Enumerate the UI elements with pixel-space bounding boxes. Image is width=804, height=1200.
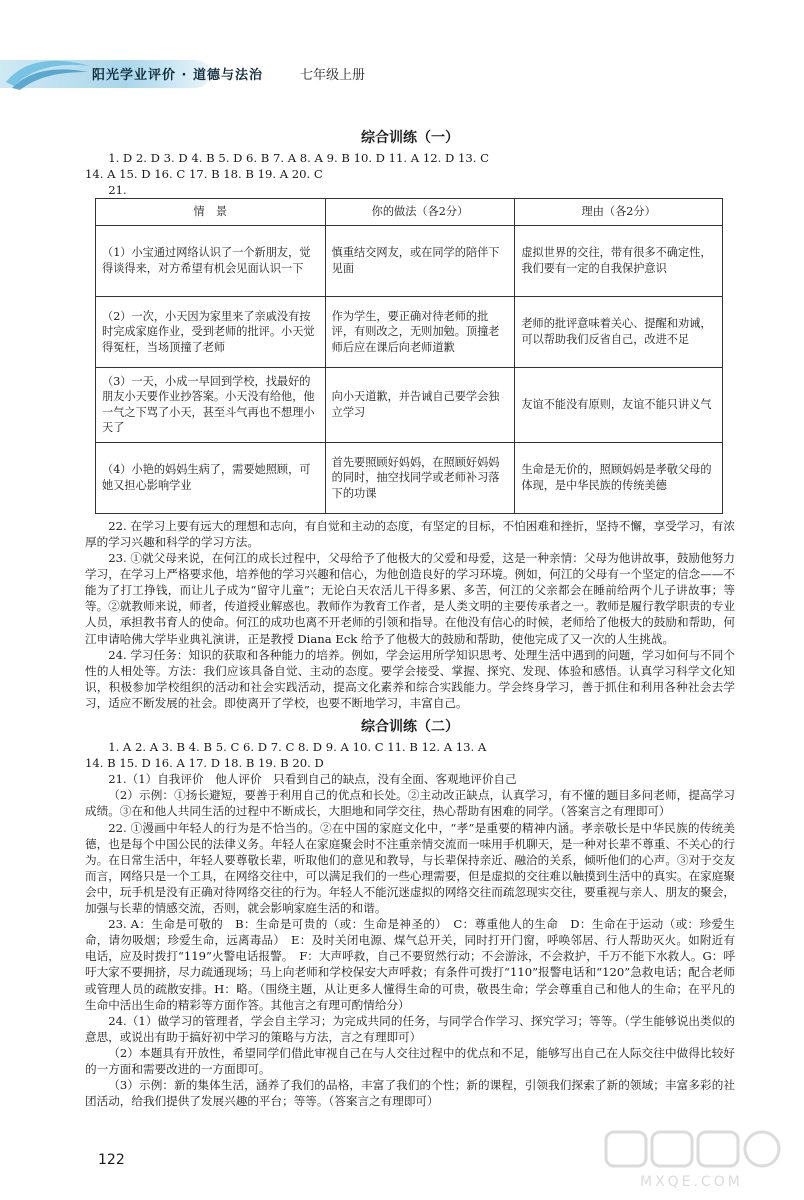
answer-paragraph: （3）示例：新的集体生活，涵养了我们的品格，丰富了我们的个性；新的课程，引领我们探索了新的领域；丰富多彩的社团活动，给我们提供了发展兴趣的平台；等等。（答案言之有理即可） xyxy=(85,1078,735,1109)
table-cell: 慎重结交网友，或在同学的陪伴下见面 xyxy=(325,225,515,296)
answer-paragraph: 24.（1）做学习的管理者，学会自主学习；为完成共同的任务，与同学合作学习、探究学习；等等。（学生能够说出类似的意思，或说出有助于搞好初中学习的策略与方法，言之有理即可） xyxy=(85,1013,735,1044)
table-row xyxy=(96,296,723,367)
table-cell: （3）一天，小成一早回到学校，找最好的朋友小天要作业抄答案。小天没有给他，他一气之下骂了小天，甚至斗气再也不想理小天了 xyxy=(96,367,326,442)
table-cell: （4）小艳的妈妈生病了，需要她照顾，可她又担心影响学业 xyxy=(96,442,326,513)
table-row xyxy=(96,442,723,513)
table-cell: （2）一次，小天因为家里来了亲戚没有按时完成家庭作业，受到老师的批评。小天觉得冤枉，当场顶撞了老师 xyxy=(96,296,326,367)
watermark-logo-icon xyxy=(600,1128,790,1192)
answer-paragraph: （2）示例：①扬长避短，要善于利用自己的优点和长处。②主动改正缺点，认真学习，有不懂的题目多问老师，提高学习成绩。③在和他人共同生活的过程中不断成长，大胆地和同学交往，热心帮助有困难的同学。（答案言之有理即可） xyxy=(85,788,735,819)
answers-line: 14. A 15. D 16. C 17. B 18. B 19. A 20. C xyxy=(85,167,323,182)
answers-line: 1. D 2. D 3. D 4. B 5. D 6. B 7. A 8. A 9. B 10. D 11. A 12. D 13. C xyxy=(108,151,489,166)
answer-paragraph: （2）本题具有开放性，希望同学们借此审视自己在与人交往过程中的优点和不足，能够写出自己在人际交往中做得比较好的一方面和需要改进的一方面即可。 xyxy=(85,1045,735,1076)
scenario-table xyxy=(95,198,723,514)
book-grade: 七年级上册 xyxy=(300,68,366,83)
book-title: 阳光学业评价 · 道德与法治 xyxy=(92,68,263,83)
page-header xyxy=(0,52,804,96)
table-header-cell: 情 景 xyxy=(96,199,326,226)
table-header-cell: 理由（各2分） xyxy=(515,199,723,226)
section-title-1: 综合训练（一） xyxy=(361,130,459,146)
table-header-row xyxy=(96,199,723,226)
table-cell: 友谊不能没有原则，友谊不能只讲义气 xyxy=(515,367,723,442)
table-cell: 生命是无价的，照顾妈妈是孝敬父母的体现，是中华民族的传统美德 xyxy=(515,442,723,513)
answer-paragraph: 22. ①漫画中年轻人的行为是不恰当的。②在中国的家庭文化中，“孝”是重要的精神内涵。孝亲敬长是中华民族的传统美德，也是每个中国公民的法律义务。年轻人在家庭聚会时不注重亲情交流而一味用手机聊天，是一种对长辈不尊重、不关心的行为。在日常生活中，年轻人要尊敬长辈，听取他们的意见和教导，与长辈保持亲近、融洽的关系，倾听他们的心声。③对于交友而言，网络只是一个工具，在网络交往中，可以满足我们的一些心理需要，但是虚拟的交往难以触摸到生活中的真实。在家庭聚会中，玩手机是没有正确对待网络交往的行为。年轻人不能沉迷虚拟的网络交往而疏忽现实交往，要重视与亲人、朋友的聚会，加强与长辈的情感交流，否则，就会影响家庭生活的和谐。 xyxy=(85,820,735,916)
table-cell: 向小天道歉，并告诫自己要学会独立学习 xyxy=(325,367,515,442)
watermark-text: MXQE.COM xyxy=(640,1174,743,1190)
answer-paragraph: 23. ①就父母来说，在何江的成长过程中，父母给予了他极大的父爱和母爱，这是一种亲情：父母为他讲故事，鼓励他努力学习，在学习上严格要求他，培养他的学习兴趣和信心，为他创造良好的学习环境。例如，何江的父母有一个坚定的信念——不能为了打工挣钱，而让儿子成为“留守儿童”；无论白天农活儿干得多累、多苦，何江的父亲都会在睡前给两个儿子讲故事；等等。②就教师来说，师者，传道授业解惑也。教师作为教育工作者，是人类文明的主要传承者之一。教师是履行教学职责的专业人员，承担教书育人的使命。何江的成功也离不开老师的引领和指导。在他没有信心的时候，老师给了他极大的鼓励和帮助，何江申请哈佛大学毕业典礼演讲，正是教授 Diana Eck 给予了他极大的鼓励和帮助，使他完成了又一次的人生挑战。 xyxy=(85,551,735,646)
table-cell: （1）小宝通过网络认识了一个新朋友，觉得谈得来，对方希望有机会见面认识一下 xyxy=(96,225,326,296)
table-cell: 作为学生，要正确对待老师的批评，有则改之，无则加勉。顶撞老师后应在课后向老师道歉 xyxy=(325,296,515,367)
page-content xyxy=(85,130,735,1109)
table-cell: 虚拟世界的交往，带有很多不确定性，我们要有一定的自我保护意识 xyxy=(515,225,723,296)
question-label: 21. xyxy=(108,183,127,198)
answers-line: 14. B 15. D 16. A 17. D 18. B 19. B 20. D xyxy=(85,756,324,771)
answer-paragraph: 23. A：生命是可敬的 B：生命是可贵的（或：生命是神圣的） C：尊重他人的生命 D：生命在于运动（或：珍爱生命，请勿吸烟；珍爱生命，远离毒品） E：及时关闭电源、煤气总开关，同时打开门窗，呼唤邻居、行人帮助灭火。如附近有电话，应及时拨打“119”火警电话报警。 F：大声呼救，自己不要贸然行动；不会游泳，不会救护，千万不能下水救人。G：呼吁大家不要拥挤，尽力疏通现场；马上向老师和学校保安大声呼救；有条件可拨打“110”报警电话和“120”急救电话；配合老师或管理人员的疏散安排。H：略。（围绕主题，从让更多人懂得生命的可贵，敬畏生命；学会尊重自己和他人的生命；在平凡的生命中活出生命的精彩等方面作答。其他言之有理可酌情给分） xyxy=(85,917,735,1012)
page-number: 122 xyxy=(98,1152,125,1168)
answer-paragraph: 21.（1）自我评价 他人评价 只看到自己的缺点，没有全面、客观地评价自己 xyxy=(108,772,517,787)
table-row xyxy=(96,225,723,296)
swoosh-logo-icon xyxy=(4,52,94,92)
table-row xyxy=(96,367,723,442)
answers-line: 1. A 2. A 3. B 4. B 5. C 6. D 7. C 8. D 9. A 10. C 11. B 12. A 13. A xyxy=(108,740,487,755)
section-title-2: 综合训练（二） xyxy=(361,719,459,735)
table-header-cell: 你的做法（各2分） xyxy=(325,199,515,226)
table-cell: 首先要照顾好妈妈，在照顾好妈妈的同时，抽空找同学或老师补习落下的功课 xyxy=(325,442,515,513)
answer-paragraph: 22. 在学习上要有远大的理想和志向，有自觉和主动的态度，有坚定的目标，不怕困难和挫折，坚持不懈，享受学习，有浓厚的学习兴趣和科学的学习方法。 xyxy=(85,518,735,549)
answer-paragraph: 24. 学习任务：知识的获取和各种能力的培养。例如，学会运用所学知识思考、处理生活中遇到的问题，学习如何与不同个性的人相处等。方法：我们应该具备自觉、主动的态度。要学会接受、掌握、探究、发现、体验和感悟。认真学习科学文化知识，积极参加学校组织的活动和社会实践活动，提高文化素养和综合实践能力。学会终身学习，善于抓住和利用各种社会去学习，适应不断发展的社会。即使离开了学校，也要不断地学习，丰富自己。 xyxy=(85,647,735,710)
table-cell: 老师的批评意味着关心、提醒和劝诫，可以帮助我们反省自己，改进不足 xyxy=(515,296,723,367)
